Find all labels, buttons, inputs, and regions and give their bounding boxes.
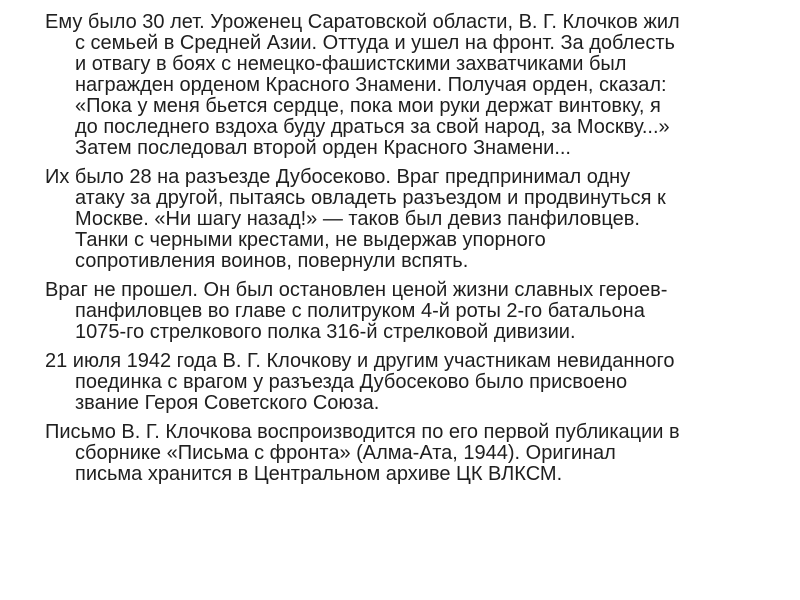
- text-line: сборнике «Письма с фронта» (Алма-Ата, 1944). Оригинал: [75, 442, 616, 464]
- text-line: письма хранится в Центральном архиве ЦК ВЛКСМ.: [75, 463, 563, 485]
- slide-text-block: [45, 12, 775, 493]
- paragraph-enemy-stopped: [45, 280, 775, 343]
- paragraph-klochkov-bio: [45, 12, 775, 159]
- text-line: сопротивления воинов, повернули вспять.: [75, 250, 469, 272]
- paragraph-letter-source: [45, 422, 775, 485]
- text-line: Москве. «Ни шагу назад!» — таков был девиз панфиловцев.: [75, 208, 640, 230]
- paragraph-dubosekovo-battle: [45, 167, 775, 272]
- text-line: атаку за другой, пытаясь овладеть разъездом и продвинуться к: [75, 187, 666, 209]
- text-line: Письмо В. Г. Клочкова воспроизводится по его первой публикации в: [45, 421, 680, 443]
- text-line: «Пока у меня бьется сердце, пока мои руки держат винтовку, я: [75, 95, 661, 117]
- text-line: 1075-го стрелкового полка 316-й стрелковой дивизии.: [75, 321, 576, 343]
- text-line: Ему было 30 лет. Уроженец Саратовской области, В. Г. Клочков жил: [45, 11, 680, 33]
- paragraph-hero-title: [45, 351, 775, 414]
- text-line: поединка с врагом у разъезда Дубосеково было присвоено: [75, 371, 628, 393]
- text-line: и отвагу в боях с немецко-фашистскими захватчиками был: [75, 53, 627, 75]
- text-line: с семьей в Средней Азии. Оттуда и ушел на фронт. За доблесть: [75, 32, 675, 54]
- text-line: Их было 28 на разъезде Дубосеково. Враг предпринимал одну: [45, 166, 631, 188]
- text-line: Враг не прошел. Он был остановлен ценой жизни славных героев-: [45, 279, 668, 301]
- text-line: до последнего вздоха буду драться за свой народ, за Москву...»: [75, 116, 670, 138]
- text-line: панфиловцев во главе с политруком 4-й роты 2-го батальона: [75, 300, 645, 322]
- text-line: звание Героя Советского Союза.: [75, 392, 380, 414]
- text-line: награжден орденом Красного Знамени. Получая орден, сказал:: [75, 74, 667, 96]
- text-line: Затем последовал второй орден Красного Знамени...: [75, 137, 571, 159]
- text-line: Танки с черными крестами, не выдержав упорного: [75, 229, 546, 251]
- text-line: 21 июля 1942 года В. Г. Клочкову и другим участникам невиданного: [45, 350, 675, 372]
